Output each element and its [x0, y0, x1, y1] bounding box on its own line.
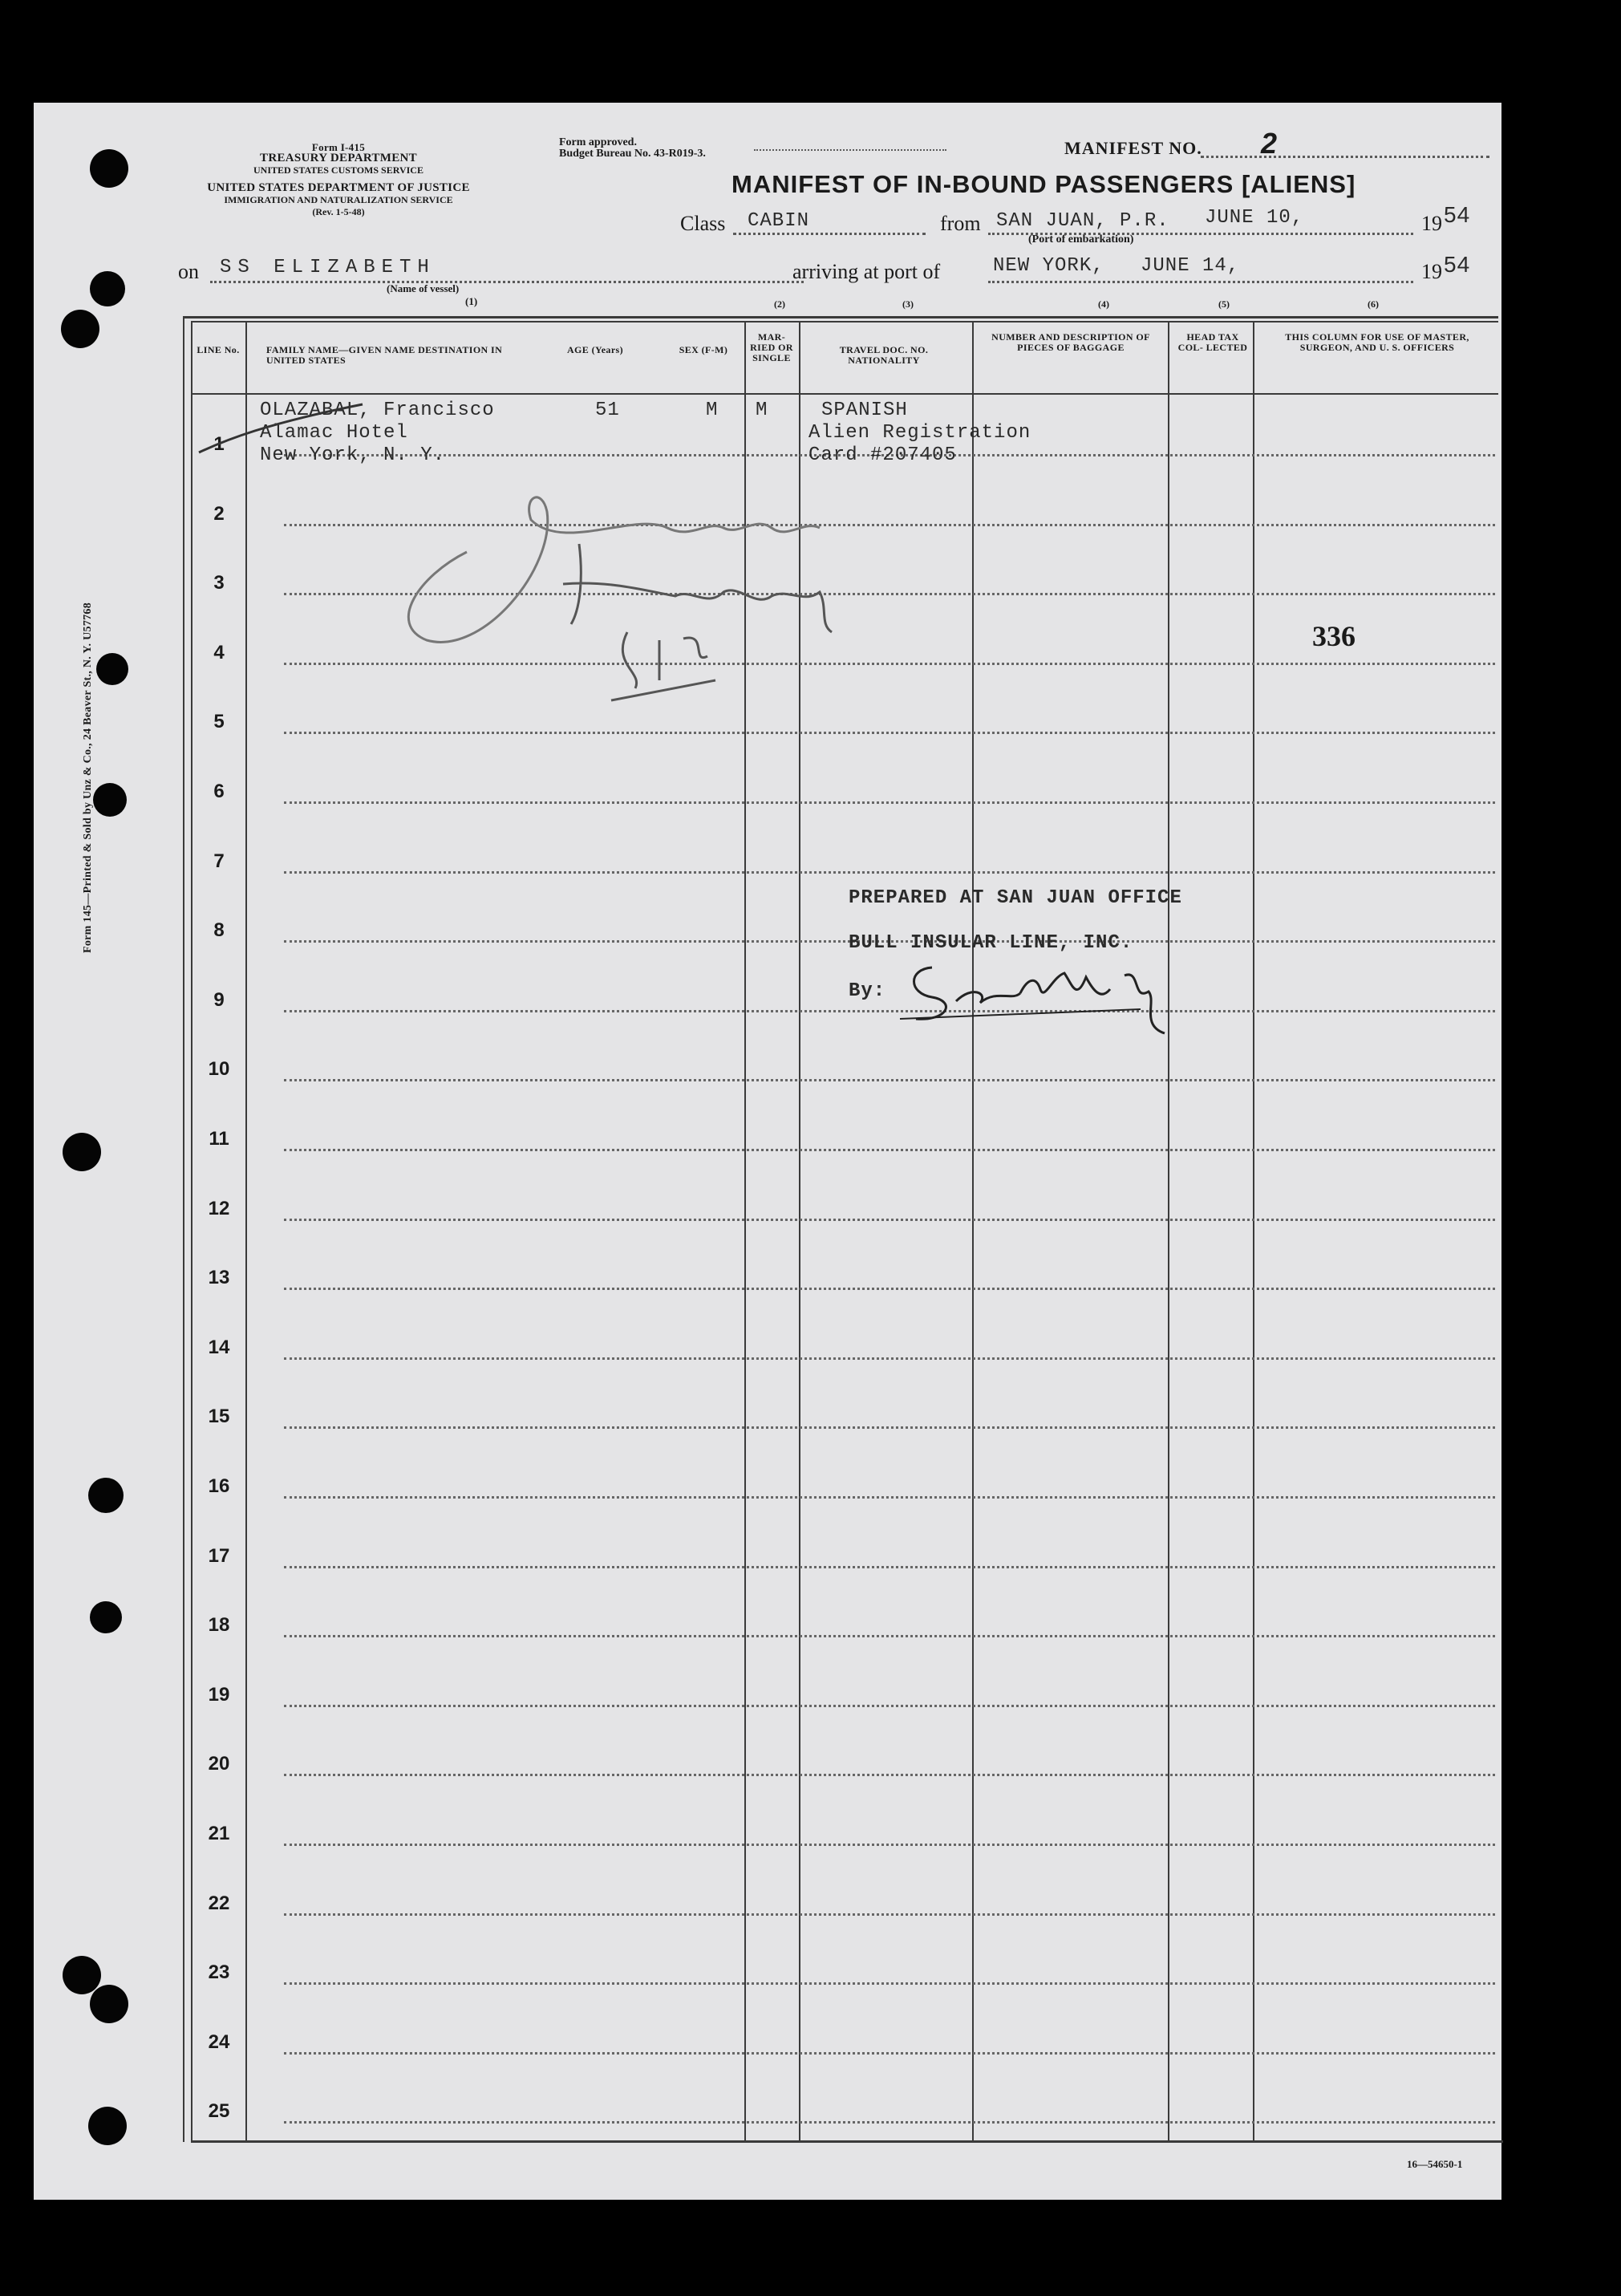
- manifest-no: 2: [1261, 127, 1278, 160]
- line-number: 9: [213, 989, 225, 1011]
- col-travel-doc: TRAVEL DOC. NO. NATIONALITY: [839, 344, 929, 366]
- passenger-doc-2: Card #207405: [808, 444, 957, 466]
- col-name: FAMILY NAME—GIVEN NAME DESTINATION IN UNITED STATES: [266, 344, 503, 366]
- punch-hole: [63, 1133, 101, 1171]
- table-row: [284, 871, 1495, 874]
- table-row: [284, 1913, 1495, 1916]
- table-row: [284, 1774, 1495, 1776]
- from-label: from: [940, 212, 981, 235]
- arrival-year: 54: [1444, 252, 1471, 277]
- punch-hole: [63, 1956, 101, 1994]
- punch-hole: [93, 783, 127, 817]
- table-row: [284, 1844, 1495, 1846]
- class-label: Class: [680, 212, 726, 235]
- punch-hole: [90, 149, 128, 188]
- col-num-4: (4): [1098, 298, 1109, 310]
- col-officers: THIS COLUMN FOR USE OF MASTER, SURGEON, AND U. S. OFFICERS: [1285, 331, 1469, 353]
- table-row: [284, 1288, 1495, 1290]
- line-number: 8: [213, 919, 225, 941]
- table-row: [284, 1705, 1495, 1707]
- table-row: [284, 1426, 1495, 1429]
- table-row: [284, 1219, 1495, 1221]
- arriving-label: arriving at port of: [792, 260, 941, 283]
- col-sex: SEX (F-M): [679, 344, 728, 355]
- table-row: [284, 1010, 1495, 1012]
- manifest-page: [34, 103, 1501, 2200]
- line-number: 3: [213, 572, 225, 594]
- col-married: MAR- RIED OR SINGLE: [750, 331, 793, 363]
- vessel-colnum: (1): [465, 295, 478, 307]
- line-number: 18: [208, 1614, 230, 1636]
- departure-date: JUNE 10,: [1205, 207, 1304, 229]
- passenger-age: 51: [595, 400, 620, 421]
- col-num-5: (5): [1218, 298, 1230, 310]
- line-number: 23: [208, 1961, 230, 1983]
- passenger-dest-2: New York, N. Y.: [260, 444, 446, 466]
- passenger-married: M: [756, 400, 768, 421]
- inspector-signature: [371, 424, 868, 696]
- table-row: [284, 1357, 1495, 1360]
- treasury-dept: TREASURY DEPARTMENT: [260, 152, 417, 164]
- line-number: 16: [208, 1475, 230, 1497]
- passenger-sex: M: [706, 400, 719, 421]
- line-number: 6: [213, 781, 225, 802]
- punch-hole: [90, 1985, 128, 2023]
- year-prefix-2: 19: [1421, 260, 1442, 283]
- port-embarkation-caption: (Port of embarkation): [1028, 233, 1134, 245]
- punch-hole: [90, 271, 125, 306]
- line-number: 21: [208, 1823, 230, 1844]
- table-row: [284, 1496, 1495, 1499]
- customs-service: UNITED STATES CUSTOMS SERVICE: [253, 164, 423, 176]
- col-baggage: NUMBER AND DESCRIPTION OF PIECES OF BAGGAGE: [991, 331, 1150, 353]
- arrival-date: JUNE 14,: [1141, 255, 1240, 277]
- form-number: Form I-415: [311, 141, 366, 153]
- line-number: 24: [208, 2031, 230, 2053]
- line-number: 11: [209, 1128, 229, 1150]
- line-number: 17: [208, 1545, 230, 1567]
- budget-bureau: Budget Bureau No. 43-R019-3.: [559, 148, 706, 160]
- line-number: 19: [208, 1684, 230, 1706]
- agent-signature: [900, 953, 1173, 1041]
- col-num-3: (3): [902, 298, 914, 310]
- col-age: AGE (Years): [566, 344, 624, 355]
- stamp-company: BULL INSULAR LINE, INC.: [849, 932, 1133, 954]
- punch-hole: [88, 1478, 124, 1513]
- ins-service: IMMIGRATION AND NATURALIZATION SERVICE: [224, 194, 453, 205]
- table-row: [284, 1982, 1495, 1985]
- table-row: [284, 1149, 1495, 1151]
- stamp-prepared: PREPARED AT SAN JUAN OFFICE: [849, 887, 1182, 909]
- line-number: 2: [213, 503, 225, 525]
- line-number: 13: [208, 1267, 230, 1288]
- arrival-port: NEW YORK,: [993, 255, 1104, 277]
- revision: (Rev. 1-5-48): [312, 206, 365, 217]
- line-number: 10: [208, 1058, 230, 1080]
- line-number: 5: [213, 711, 225, 732]
- class-value: CABIN: [748, 210, 810, 232]
- punch-hole: [90, 1601, 122, 1633]
- on-label: on: [178, 260, 199, 283]
- line-number: 20: [208, 1753, 230, 1775]
- form-code: 16—54650-1: [1407, 2158, 1463, 2170]
- year-prefix: 19: [1421, 212, 1442, 235]
- table-row: [284, 1079, 1495, 1081]
- table-row: [284, 801, 1495, 804]
- passenger-dest-1: Alamac Hotel: [260, 422, 408, 444]
- line-number: 4: [213, 642, 225, 663]
- page-title: MANIFEST OF IN-BOUND PASSENGERS [ALIENS]: [731, 170, 1356, 198]
- col-num-2: (2): [774, 298, 785, 310]
- line-number: 25: [208, 2100, 230, 2122]
- col-head-tax: HEAD TAX COL- LECTED: [1177, 331, 1248, 353]
- port-embarkation: SAN JUAN, P.R.: [996, 210, 1169, 232]
- punch-hole: [88, 2107, 127, 2145]
- stamp-by-label: By:: [849, 980, 886, 1002]
- table-row: [284, 2052, 1495, 2055]
- col-line-no: LINE No.: [197, 344, 240, 355]
- table-row: [284, 1566, 1495, 1568]
- justice-dept: UNITED STATES DEPARTMENT OF JUSTICE: [207, 181, 470, 194]
- form-approved: Form approved.: [559, 136, 637, 148]
- vessel-name: SS ELIZABETH: [220, 257, 436, 278]
- passenger-nationality: SPANISH: [821, 400, 908, 421]
- line-number: 22: [208, 1892, 230, 1914]
- line-number: 15: [208, 1406, 230, 1427]
- passenger-name: OLAZABAL, Francisco: [260, 400, 495, 421]
- passenger-doc-1: Alien Registration: [808, 422, 1031, 444]
- departure-year: 54: [1444, 202, 1471, 227]
- table-row: [284, 732, 1495, 734]
- check-mark-icon: [194, 400, 371, 464]
- punch-hole: [61, 310, 99, 348]
- line-number: 14: [208, 1337, 230, 1358]
- vessel-caption: (Name of vessel): [387, 282, 460, 294]
- line-number: 7: [213, 850, 225, 872]
- printer-credit: Form 145—Printed & Sold by Unz & Co., 24 Beaver St., N. Y. U57768: [82, 602, 94, 953]
- line-number: 12: [208, 1198, 230, 1219]
- table-row: [284, 1635, 1495, 1637]
- manifest-no-label: MANIFEST NO.: [1064, 138, 1202, 158]
- table-row: [284, 2121, 1495, 2124]
- officer-note: 336: [1312, 620, 1356, 652]
- col-num-6: (6): [1368, 298, 1379, 310]
- line-number: 1: [213, 433, 225, 455]
- punch-hole: [96, 653, 128, 685]
